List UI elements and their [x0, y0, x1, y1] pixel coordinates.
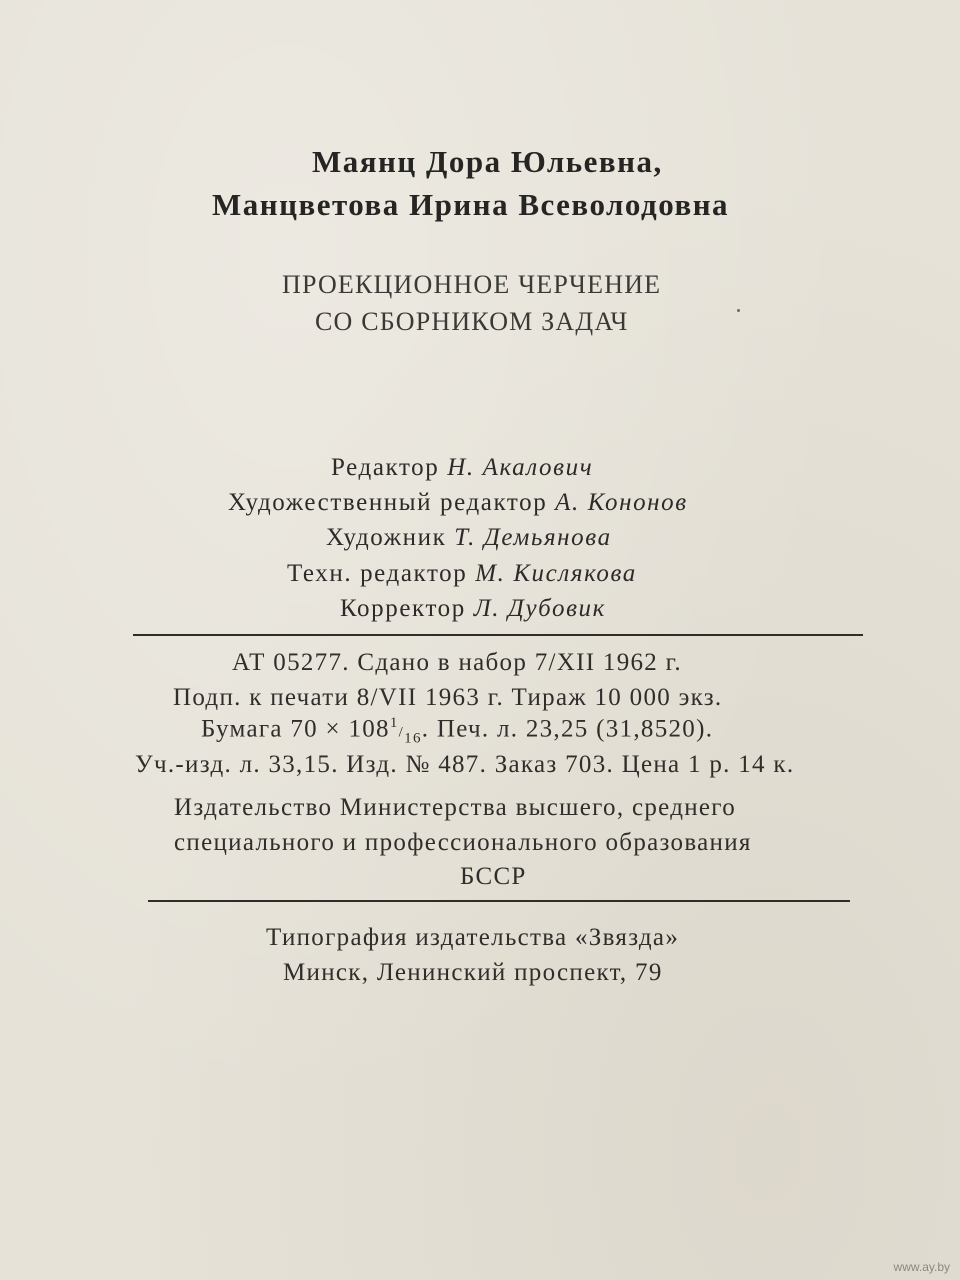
- credit-role: Техн. редактор: [287, 560, 476, 587]
- printer-line-1: Типография издательства «Звязда»: [266, 924, 680, 951]
- publisher-line-1: Издательство Министерства высшего, среднего: [174, 794, 737, 821]
- credit-editor: [331, 455, 593, 480]
- credit-proofreader: [340, 596, 606, 621]
- credit-person: Л. Дубовик: [473, 595, 606, 622]
- credit-person: Н. Акалович: [447, 454, 594, 481]
- paper-format: Бумага 70 × 108: [201, 715, 390, 743]
- credit-artist: [326, 525, 612, 550]
- paper-format-sub: 16: [404, 730, 422, 747]
- credit-role: Художник: [326, 524, 455, 551]
- credit-role: Художественный редактор: [228, 489, 556, 516]
- book-title-line-2: СО СБОРНИКОМ ЗАДАЧ: [315, 307, 629, 336]
- credit-role: Корректор: [340, 595, 474, 622]
- publisher-line-3: БССР: [460, 863, 527, 890]
- publisher-line-2: специального и профессионального образования: [174, 829, 752, 856]
- imprint-line-4: Уч.-изд. л. 33,15. Изд. № 487. Заказ 703. Цена 1 р. 14 к.: [135, 751, 795, 778]
- author-line-1: Маянц Дора Юльевна,: [312, 144, 663, 179]
- credit-role: Редактор: [331, 454, 448, 481]
- divider-rule-bottom: [148, 900, 850, 902]
- watermark: www.ay.by: [893, 1260, 950, 1274]
- credit-tech-editor: [287, 561, 637, 586]
- divider-rule-top: [133, 634, 863, 636]
- author-line-2: Манцветова Ирина Всеволодовна: [212, 187, 730, 222]
- credit-person: М. Кислякова: [475, 560, 637, 587]
- credit-person: А. Кононов: [555, 489, 688, 516]
- credit-person: Т. Демьянова: [454, 524, 612, 551]
- paper-speck: [737, 309, 740, 312]
- paper-format-sup: 1: [389, 715, 399, 731]
- imprint-line-3: Бумага $70 \times 108^1/_{16}$. Печ. л. 23,25 (31,8520).: [201, 715, 714, 747]
- printer-line-2: Минск, Ленинский проспект, 79: [283, 959, 663, 986]
- credit-art-editor: [228, 490, 688, 515]
- imprint-line-1: АТ 05277. Сдано в набор 7/XII 1962 г.: [232, 649, 682, 676]
- print-sheets: . Печ. л. 23,25 (31,8520).: [421, 715, 714, 743]
- imprint-line-2: Подп. к печати 8/VII 1963 г. Тираж 10 000 экз.: [173, 684, 723, 711]
- book-title-line-1: ПРОЕКЦИОННОЕ ЧЕРЧЕНИЕ: [282, 270, 662, 299]
